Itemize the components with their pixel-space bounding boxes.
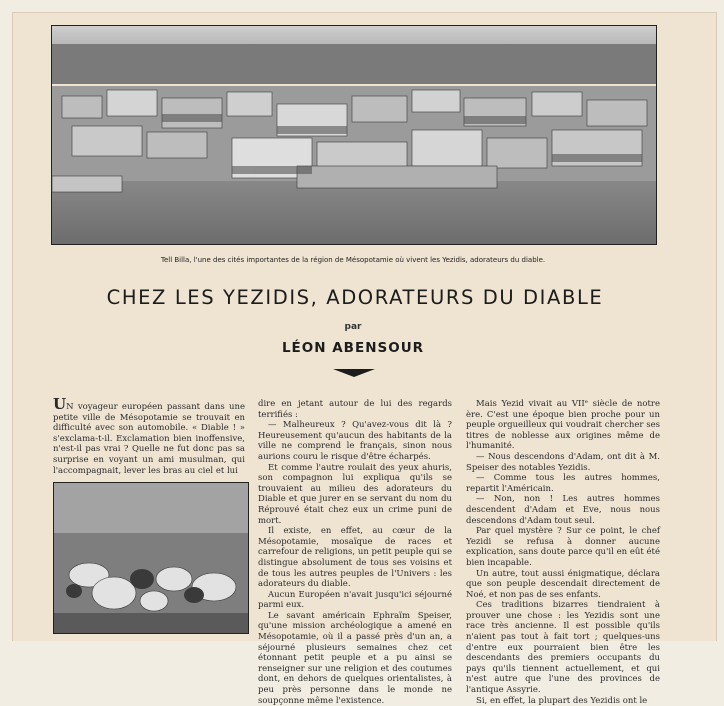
- paragraph: dire en jetant autour de lui des regards terrifiés :: [258, 399, 452, 420]
- ornament-chevron: [333, 369, 375, 377]
- paragraph: Mais Yezid vivait au VIIᵉ siècle de notre ère. C'est une époque bien proche pour un peuple orgueilleux qui voudrait chercher ses titres de noblesse aux origines même de l'humanité.: [466, 399, 660, 452]
- paragraph: Si, en effet, la plupart des Yezidis ont le: [476, 695, 648, 706]
- column-2: [258, 399, 452, 706]
- column-3: [466, 399, 660, 706]
- column-1: [53, 395, 245, 479]
- paragraph: — Comme tous les autres hommes, repartit l'Américain.: [466, 473, 660, 494]
- paragraph-text: N voyageur européen passant dans une petite ville de Mésopotamie se trouvait en difficulté avec son automobile. « Diable ! » s'exclama-t-il. Exclamation bien inoffensive, n'est-il pas vrai ? Quelle ne fut donc pas sa surprise en voyant un ami musulman, qui l'accompagnait, lever les bras au ciel et lui: [53, 402, 245, 476]
- people-photo-graphic: [54, 483, 248, 633]
- paragraph: — Malheureux ? Qu'avez-vous dit là ? Heureusement qu'aucun des habitants de la ville ne comprend le français, sinon nous aurions couru le risque d'être écharpés.: [258, 420, 452, 462]
- paragraph: Et comme l'autre roulait des yeux ahuris, son compagnon lui expliqua qu'ils se trouvaient au milieu des adorateurs du Diable et que jurer en se servant du nom du Réprouvé était chez eux un crime puni de mort.: [258, 462, 452, 526]
- drop-cap: U: [53, 395, 67, 413]
- paragraph: [53, 395, 245, 476]
- byline-par: par: [344, 322, 362, 332]
- paragraph: — Non, non ! Les autres hommes descendent d'Adam et Eve, nous nous descendons d'Adam tout seul.: [466, 494, 660, 526]
- paragraph: Par quel mystère ? Sur ce point, le chef Yezidi se refusa à donner aucune explication, sans doute parce qu'il en eût été bien incapable.: [466, 526, 660, 568]
- photo-caption: Tell Billa, l'une des cités importantes de la région de Mésopotamie où vivent les Yezidis, adorateurs du diable.: [160, 256, 546, 264]
- village-photo-graphic: [52, 26, 656, 244]
- author-name: LÉON ABENSOUR: [281, 340, 425, 356]
- paragraph: Il existe, en effet, au cœur de la Mésopotamie, mosaïque de races et carrefour de religions, un petit peuple qui se distingue absolument de tous ses voisins et de tous les autres peuples de l'Univers : les adorateurs du diable.: [258, 526, 452, 590]
- article-title: CHEZ LES YEZIDIS, ADORATEURS DU DIABLE: [106, 286, 604, 309]
- paragraph: Aucun Européen n'avait jusqu'ici séjourné parmi eux.: [258, 589, 452, 611]
- paragraph: — Nous descendons d'Adam, ont dit à M. Speiser des notables Yezidis.: [466, 451, 660, 473]
- paragraph: Le savant américain Ephraïm Speiser, qu'une mission archéologique a amené en Mésopotamie, où il a passé près d'un an, a séjourné plusieurs semaines chez cet étonnant petit peuple et a pu ainsi se renseigner sur une religion et des coutumes dont, en dehors de quelques orientalistes, à peu près personne dans le monde ne soupçonne même l'existence.: [258, 610, 452, 706]
- photo-tell-billa: [51, 25, 657, 245]
- photo-yezidis: [53, 482, 249, 634]
- paragraph: Ces traditions bizarres tiendraient à prouver une chose : les Yezidis sont une race très ancienne. Il est possible qu'ils n'aient pas tout à fait tort ; quelques-uns d'entre eux pourraient bien être les descendants des premiers occupants du pays qu'ils tiennent actuellement, et qui n'est autre que l'une des provinces de l'antique Assyrie.: [466, 600, 660, 696]
- paragraph: Un autre, tout aussi énigmatique, déclara que son peuple descendait directement de Noé, et non pas de ses enfants.: [466, 568, 660, 600]
